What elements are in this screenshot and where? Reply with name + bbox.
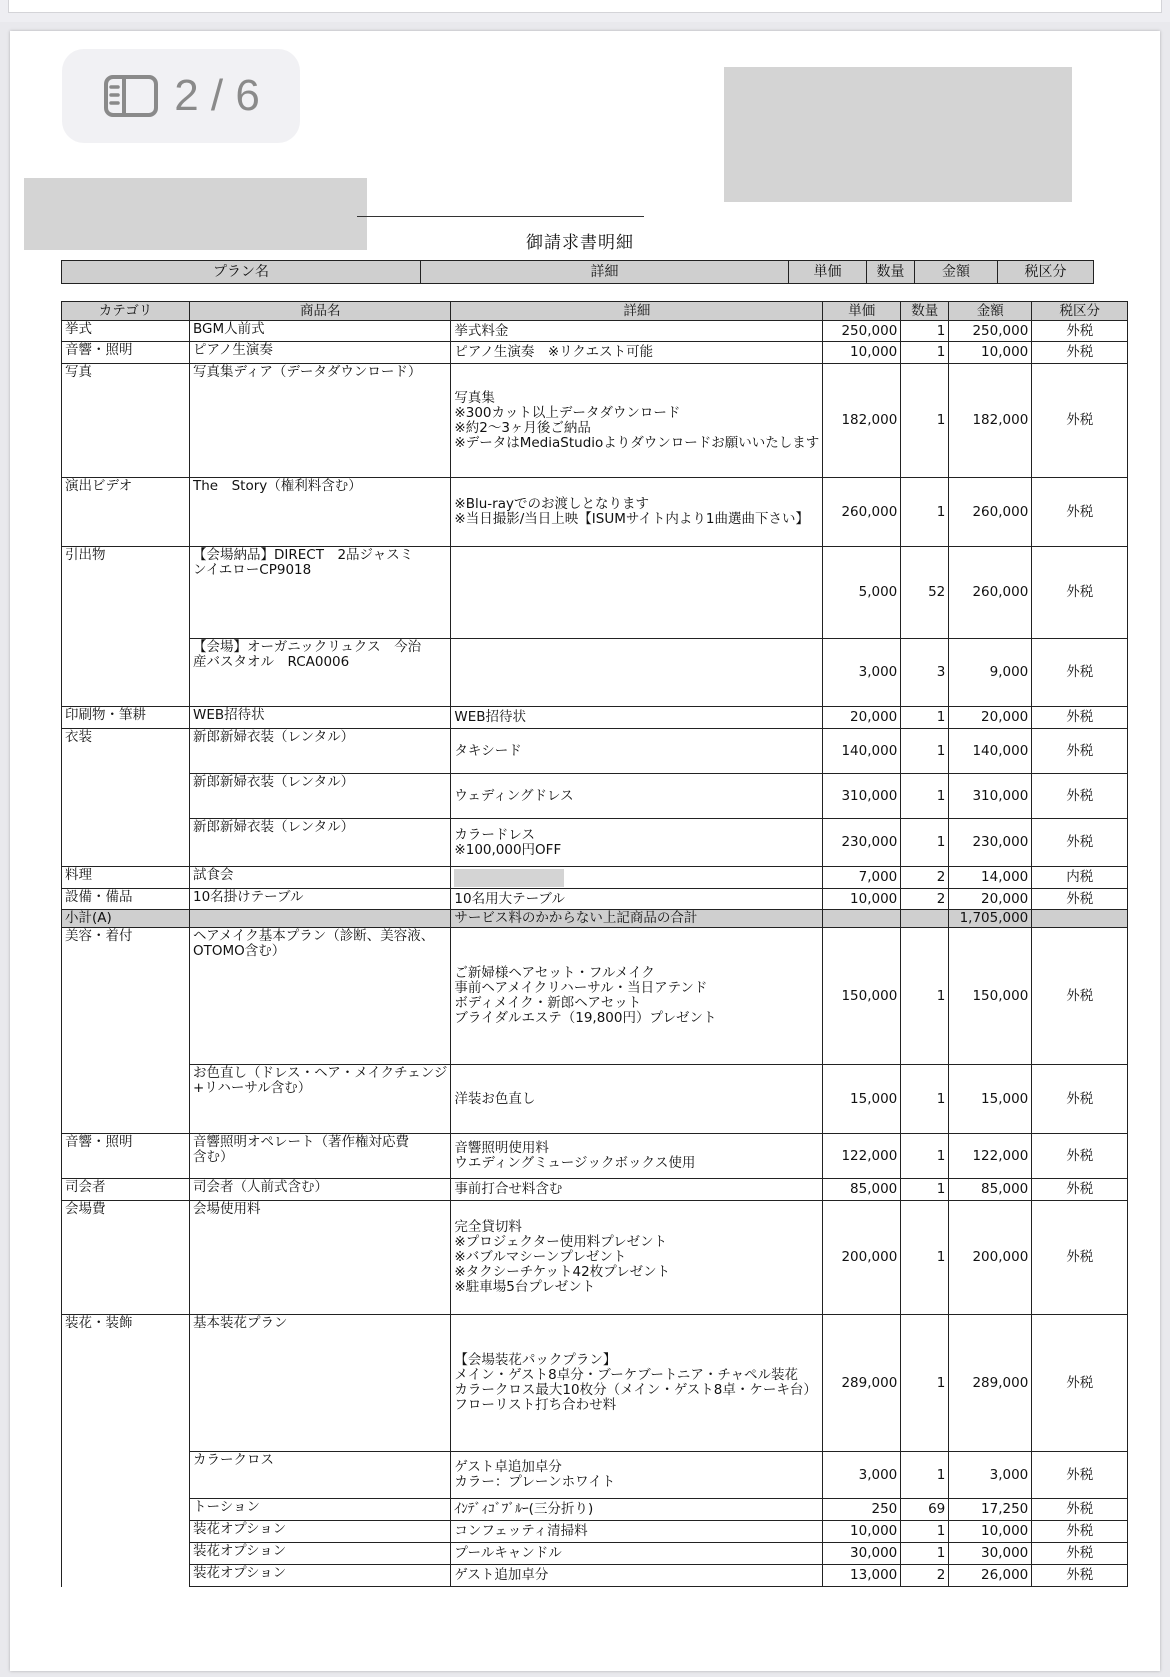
- page-indicator-text: 2 / 6: [174, 71, 260, 120]
- row-price: 122,000: [823, 1134, 901, 1179]
- row-detail: 事前打合せ料含む: [451, 1179, 823, 1201]
- row-amount: 17,250: [949, 1499, 1032, 1521]
- row-tax: 外税: [1032, 774, 1128, 819]
- row-price: 85,000: [823, 1179, 901, 1201]
- table-row: [62, 1179, 1128, 1201]
- row-qty: 1: [901, 364, 949, 478]
- plan-col-amount: 金額: [915, 261, 998, 284]
- table-row: [62, 364, 1128, 478]
- top-strip: [0, 0, 1170, 22]
- row-tax: 外税: [1032, 707, 1128, 729]
- row-category: 司会者: [62, 1179, 190, 1201]
- row-detail: 洋装お色直し: [451, 1065, 823, 1134]
- row-price: 230,000: [823, 819, 901, 867]
- header-underline: [357, 216, 644, 217]
- row-amount: 289,000: [949, 1315, 1032, 1452]
- invoice-detail-table: [61, 301, 1128, 1587]
- row-tax: 外税: [1032, 478, 1128, 547]
- row-qty: 52: [901, 547, 949, 639]
- row-qty: 1: [901, 1315, 949, 1452]
- row-item-name: 装花オプション: [190, 1521, 451, 1543]
- row-tax: 外税: [1032, 342, 1128, 364]
- row-qty: 2: [901, 867, 949, 889]
- row-detail: ウェディングドレス: [451, 774, 823, 819]
- row-item-name: 音響照明オペレート（著作権対応費 含む）: [190, 1134, 451, 1179]
- row-amount: 9,000: [949, 639, 1032, 707]
- row-category: 音響・照明: [62, 342, 190, 364]
- table-row: [62, 1452, 1128, 1499]
- row-amount: 26,000: [949, 1565, 1032, 1587]
- row-category: [62, 1565, 190, 1587]
- redacted-detail: [454, 869, 564, 887]
- row-tax: 外税: [1032, 729, 1128, 774]
- table-row: [62, 478, 1128, 547]
- row-detail: 挙式料金: [451, 321, 823, 342]
- row-detail: 10名用大テーブル: [451, 889, 823, 910]
- row-category: [62, 774, 190, 819]
- row-category: 音響・照明: [62, 1134, 190, 1179]
- row-category: 印刷物・筆耕: [62, 707, 190, 729]
- table-row: [62, 1521, 1128, 1543]
- row-tax: 外税: [1032, 1499, 1128, 1521]
- row-price: 13,000: [823, 1565, 901, 1587]
- row-amount: 15,000: [949, 1065, 1032, 1134]
- row-category: [62, 1521, 190, 1543]
- table-row: [62, 928, 1128, 1065]
- redacted-block-top-right: [724, 67, 1072, 202]
- row-category: [62, 819, 190, 867]
- row-item-name: 新郎新婦衣装（レンタル）: [190, 774, 451, 819]
- row-amount: 200,000: [949, 1201, 1032, 1315]
- table-row: [62, 547, 1128, 639]
- row-tax: 外税: [1032, 639, 1128, 707]
- document-title: 御請求書明細: [526, 233, 634, 253]
- row-item-name: 司会者（人前式含む）: [190, 1179, 451, 1201]
- row-tax: 外税: [1032, 1134, 1128, 1179]
- row-price: 289,000: [823, 1315, 901, 1452]
- page-indicator[interactable]: [62, 49, 300, 143]
- row-amount: 122,000: [949, 1134, 1032, 1179]
- row-price: 250,000: [823, 321, 901, 342]
- col-item-name: 商品名: [190, 302, 451, 321]
- row-tax: 外税: [1032, 1179, 1128, 1201]
- row-item-name: 新郎新婦衣装（レンタル）: [190, 729, 451, 774]
- col-tax: 税区分: [1032, 302, 1128, 321]
- row-qty: 1: [901, 819, 949, 867]
- subtotal-row: [62, 910, 1128, 928]
- row-detail: 【会場装花パックプラン】 メイン・ゲスト8卓分・ブーケブートニア・チャペル装花 カラークロス最大10枚分（メイン・ゲスト8卓・ケーキ台） フローリスト打ち合わせ料: [451, 1315, 823, 1452]
- row-item-name: お色直し（ドレス・ヘア・メイクチェンジ +リハーサル含む）: [190, 1065, 451, 1134]
- row-qty: 2: [901, 1565, 949, 1587]
- row-qty: 1: [901, 774, 949, 819]
- row-price: 182,000: [823, 364, 901, 478]
- row-price: 20,000: [823, 707, 901, 729]
- row-detail: [451, 867, 823, 889]
- row-amount: 250,000: [949, 321, 1032, 342]
- row-tax: 外税: [1032, 321, 1128, 342]
- subtotal-blank: [1032, 910, 1128, 928]
- row-qty: 1: [901, 478, 949, 547]
- row-detail: コンフェッティ清掃料: [451, 1521, 823, 1543]
- row-price: 30,000: [823, 1543, 901, 1565]
- row-item-name: 【会場】オーガニックリュクス 今治 産バスタオル RCA0006: [190, 639, 451, 707]
- row-qty: 1: [901, 1543, 949, 1565]
- row-qty: 1: [901, 1065, 949, 1134]
- plan-col-price: 単価: [789, 261, 867, 284]
- row-qty: 1: [901, 1179, 949, 1201]
- row-detail: ｲﾝﾃﾞｨｺﾞﾌﾞﾙｰ(三分折り): [451, 1499, 823, 1521]
- row-tax: 内税: [1032, 867, 1128, 889]
- plan-col-qty: 数量: [867, 261, 915, 284]
- row-price: 250: [823, 1499, 901, 1521]
- subtotal-detail: サービス料のかからない上記商品の合計: [451, 910, 823, 928]
- row-tax: 外税: [1032, 1521, 1128, 1543]
- row-price: 15,000: [823, 1065, 901, 1134]
- table-row: [62, 1201, 1128, 1315]
- row-price: 150,000: [823, 928, 901, 1065]
- row-price: 310,000: [823, 774, 901, 819]
- row-category: [62, 1499, 190, 1521]
- row-price: 10,000: [823, 342, 901, 364]
- row-price: 200,000: [823, 1201, 901, 1315]
- row-category: 衣装: [62, 729, 190, 774]
- table-row: [62, 1565, 1128, 1587]
- row-detail: 完全貸切料 ※プロジェクター使用料プレゼント ※バブルマシーンプレゼント ※タクシーチケット42枚プレゼント ※駐車場5台プレゼント: [451, 1201, 823, 1315]
- table-row: [62, 342, 1128, 364]
- row-item-name: BGM人前式: [190, 321, 451, 342]
- document-page: [10, 31, 1160, 1671]
- row-amount: 30,000: [949, 1543, 1032, 1565]
- row-item-name: 【会場納品】DIRECT 2品ジャスミ ンイエローCP9018: [190, 547, 451, 639]
- row-qty: 1: [901, 928, 949, 1065]
- row-category: 設備・備品: [62, 889, 190, 910]
- table-row: [62, 867, 1128, 889]
- row-amount: 230,000: [949, 819, 1032, 867]
- row-category: 演出ビデオ: [62, 478, 190, 547]
- row-detail: プールキャンドル: [451, 1543, 823, 1565]
- row-qty: 1: [901, 1134, 949, 1179]
- col-category: カテゴリ: [62, 302, 190, 321]
- row-detail: ※Blu-rayでのお渡しとなります ※当日撮影/当日上映【ISUMサイト内より1曲選曲下さい】: [451, 478, 823, 547]
- row-tax: 外税: [1032, 1065, 1128, 1134]
- row-amount: 14,000: [949, 867, 1032, 889]
- row-category: [62, 1065, 190, 1134]
- row-category: 装花・装飾: [62, 1315, 190, 1452]
- table-row: [62, 774, 1128, 819]
- row-price: 3,000: [823, 639, 901, 707]
- redacted-block-left: [24, 178, 367, 250]
- table-row: [62, 639, 1128, 707]
- row-amount: 140,000: [949, 729, 1032, 774]
- table-row: [62, 819, 1128, 867]
- row-price: 3,000: [823, 1452, 901, 1499]
- row-qty: 1: [901, 1521, 949, 1543]
- col-unit-price: 単価: [823, 302, 901, 321]
- row-qty: 1: [901, 321, 949, 342]
- row-tax: 外税: [1032, 547, 1128, 639]
- subtotal-label: 小計(A): [62, 910, 190, 928]
- row-item-name: 基本装花プラン: [190, 1315, 451, 1452]
- row-item-name: 10名掛けテーブル: [190, 889, 451, 910]
- table-row: [62, 707, 1128, 729]
- row-tax: 外税: [1032, 1565, 1128, 1587]
- row-tax: 外税: [1032, 1452, 1128, 1499]
- row-price: 7,000: [823, 867, 901, 889]
- row-detail: ゲスト追加卓分: [451, 1565, 823, 1587]
- row-item-name: ピアノ生演奏: [190, 342, 451, 364]
- col-detail: 詳細: [451, 302, 823, 321]
- subtotal-amount: 1,705,000: [949, 910, 1032, 928]
- plan-header-table: [61, 260, 1094, 284]
- row-qty: 3: [901, 639, 949, 707]
- row-qty: 1: [901, 1452, 949, 1499]
- row-tax: 外税: [1032, 819, 1128, 867]
- row-amount: 85,000: [949, 1179, 1032, 1201]
- row-category: 写真: [62, 364, 190, 478]
- row-item-name: 装花オプション: [190, 1543, 451, 1565]
- plan-col-tax: 税区分: [998, 261, 1094, 284]
- row-item-name: 会場使用料: [190, 1201, 451, 1315]
- row-tax: 外税: [1032, 928, 1128, 1065]
- row-price: 260,000: [823, 478, 901, 547]
- row-amount: 3,000: [949, 1452, 1032, 1499]
- col-quantity: 数量: [901, 302, 949, 321]
- row-tax: 外税: [1032, 1315, 1128, 1452]
- row-category: 会場費: [62, 1201, 190, 1315]
- row-amount: 260,000: [949, 547, 1032, 639]
- row-amount: 10,000: [949, 1521, 1032, 1543]
- plan-col-name: プラン名: [62, 261, 421, 284]
- row-amount: 10,000: [949, 342, 1032, 364]
- row-item-name: 試食会: [190, 867, 451, 889]
- row-amount: 150,000: [949, 928, 1032, 1065]
- row-item-name: トーション: [190, 1499, 451, 1521]
- row-tax: 外税: [1032, 889, 1128, 910]
- row-qty: 1: [901, 1201, 949, 1315]
- row-tax: 外税: [1032, 1543, 1128, 1565]
- row-item-name: ヘアメイク基本プラン（診断、美容液、 OTOMO含む）: [190, 928, 451, 1065]
- row-item-name: WEB招待状: [190, 707, 451, 729]
- table-row: [62, 889, 1128, 910]
- row-item-name: The Story（権利料含む）: [190, 478, 451, 547]
- subtotal-blank: [823, 910, 901, 928]
- row-detail: [451, 639, 823, 707]
- table-row: [62, 1134, 1128, 1179]
- row-price: 140,000: [823, 729, 901, 774]
- row-qty: 2: [901, 889, 949, 910]
- row-item-name: 装花オプション: [190, 1565, 451, 1587]
- row-qty: 1: [901, 729, 949, 774]
- row-detail: タキシード: [451, 729, 823, 774]
- table-row: [62, 1499, 1128, 1521]
- row-item-name: カラークロス: [190, 1452, 451, 1499]
- row-category: 引出物: [62, 547, 190, 639]
- subtotal-blank: [190, 910, 451, 928]
- row-qty: 69: [901, 1499, 949, 1521]
- row-qty: 1: [901, 707, 949, 729]
- table-row: [62, 321, 1128, 342]
- row-amount: 182,000: [949, 364, 1032, 478]
- col-amount: 金額: [949, 302, 1032, 321]
- row-category: [62, 1452, 190, 1499]
- row-price: 10,000: [823, 1521, 901, 1543]
- table-row: [62, 1543, 1128, 1565]
- row-detail: WEB招待状: [451, 707, 823, 729]
- row-price: 5,000: [823, 547, 901, 639]
- row-category: [62, 639, 190, 707]
- row-qty: 1: [901, 342, 949, 364]
- row-price: 10,000: [823, 889, 901, 910]
- row-category: 料理: [62, 867, 190, 889]
- row-detail: ご新婦様ヘアセット・フルメイク 事前ヘアメイクリハーサル・当日アテンド ボディメイク・新郎ヘアセット ブライダルエステ（19,800円）プレゼント: [451, 928, 823, 1065]
- sidebar-icon: [102, 73, 160, 119]
- row-amount: 310,000: [949, 774, 1032, 819]
- table-row: [62, 1315, 1128, 1452]
- row-amount: 260,000: [949, 478, 1032, 547]
- row-detail: 音響照明使用料 ウエディングミュージックボックス使用: [451, 1134, 823, 1179]
- subtotal-blank: [901, 910, 949, 928]
- row-category: 美容・着付: [62, 928, 190, 1065]
- row-tax: 外税: [1032, 1201, 1128, 1315]
- row-detail: カラードレス ※100,000円OFF: [451, 819, 823, 867]
- row-detail: ピアノ生演奏 ※リクエスト可能: [451, 342, 823, 364]
- table-row: [62, 1065, 1128, 1134]
- plan-col-detail: 詳細: [421, 261, 789, 284]
- row-detail: 写真集 ※300カット以上データダウンロード ※約2～3ヶ月後ご納品 ※データはMediaStudioよりダウンロードお願いいたします: [451, 364, 823, 478]
- table-row: [62, 729, 1128, 774]
- row-item-name: 新郎新婦衣装（レンタル）: [190, 819, 451, 867]
- row-amount: 20,000: [949, 707, 1032, 729]
- row-tax: 外税: [1032, 364, 1128, 478]
- row-detail: ゲスト卓追加卓分 カラー：プレーンホワイト: [451, 1452, 823, 1499]
- row-amount: 20,000: [949, 889, 1032, 910]
- row-detail: [451, 547, 823, 639]
- row-category: [62, 1543, 190, 1565]
- row-category: 挙式: [62, 321, 190, 342]
- row-item-name: 写真集ディア（データダウンロード）: [190, 364, 451, 478]
